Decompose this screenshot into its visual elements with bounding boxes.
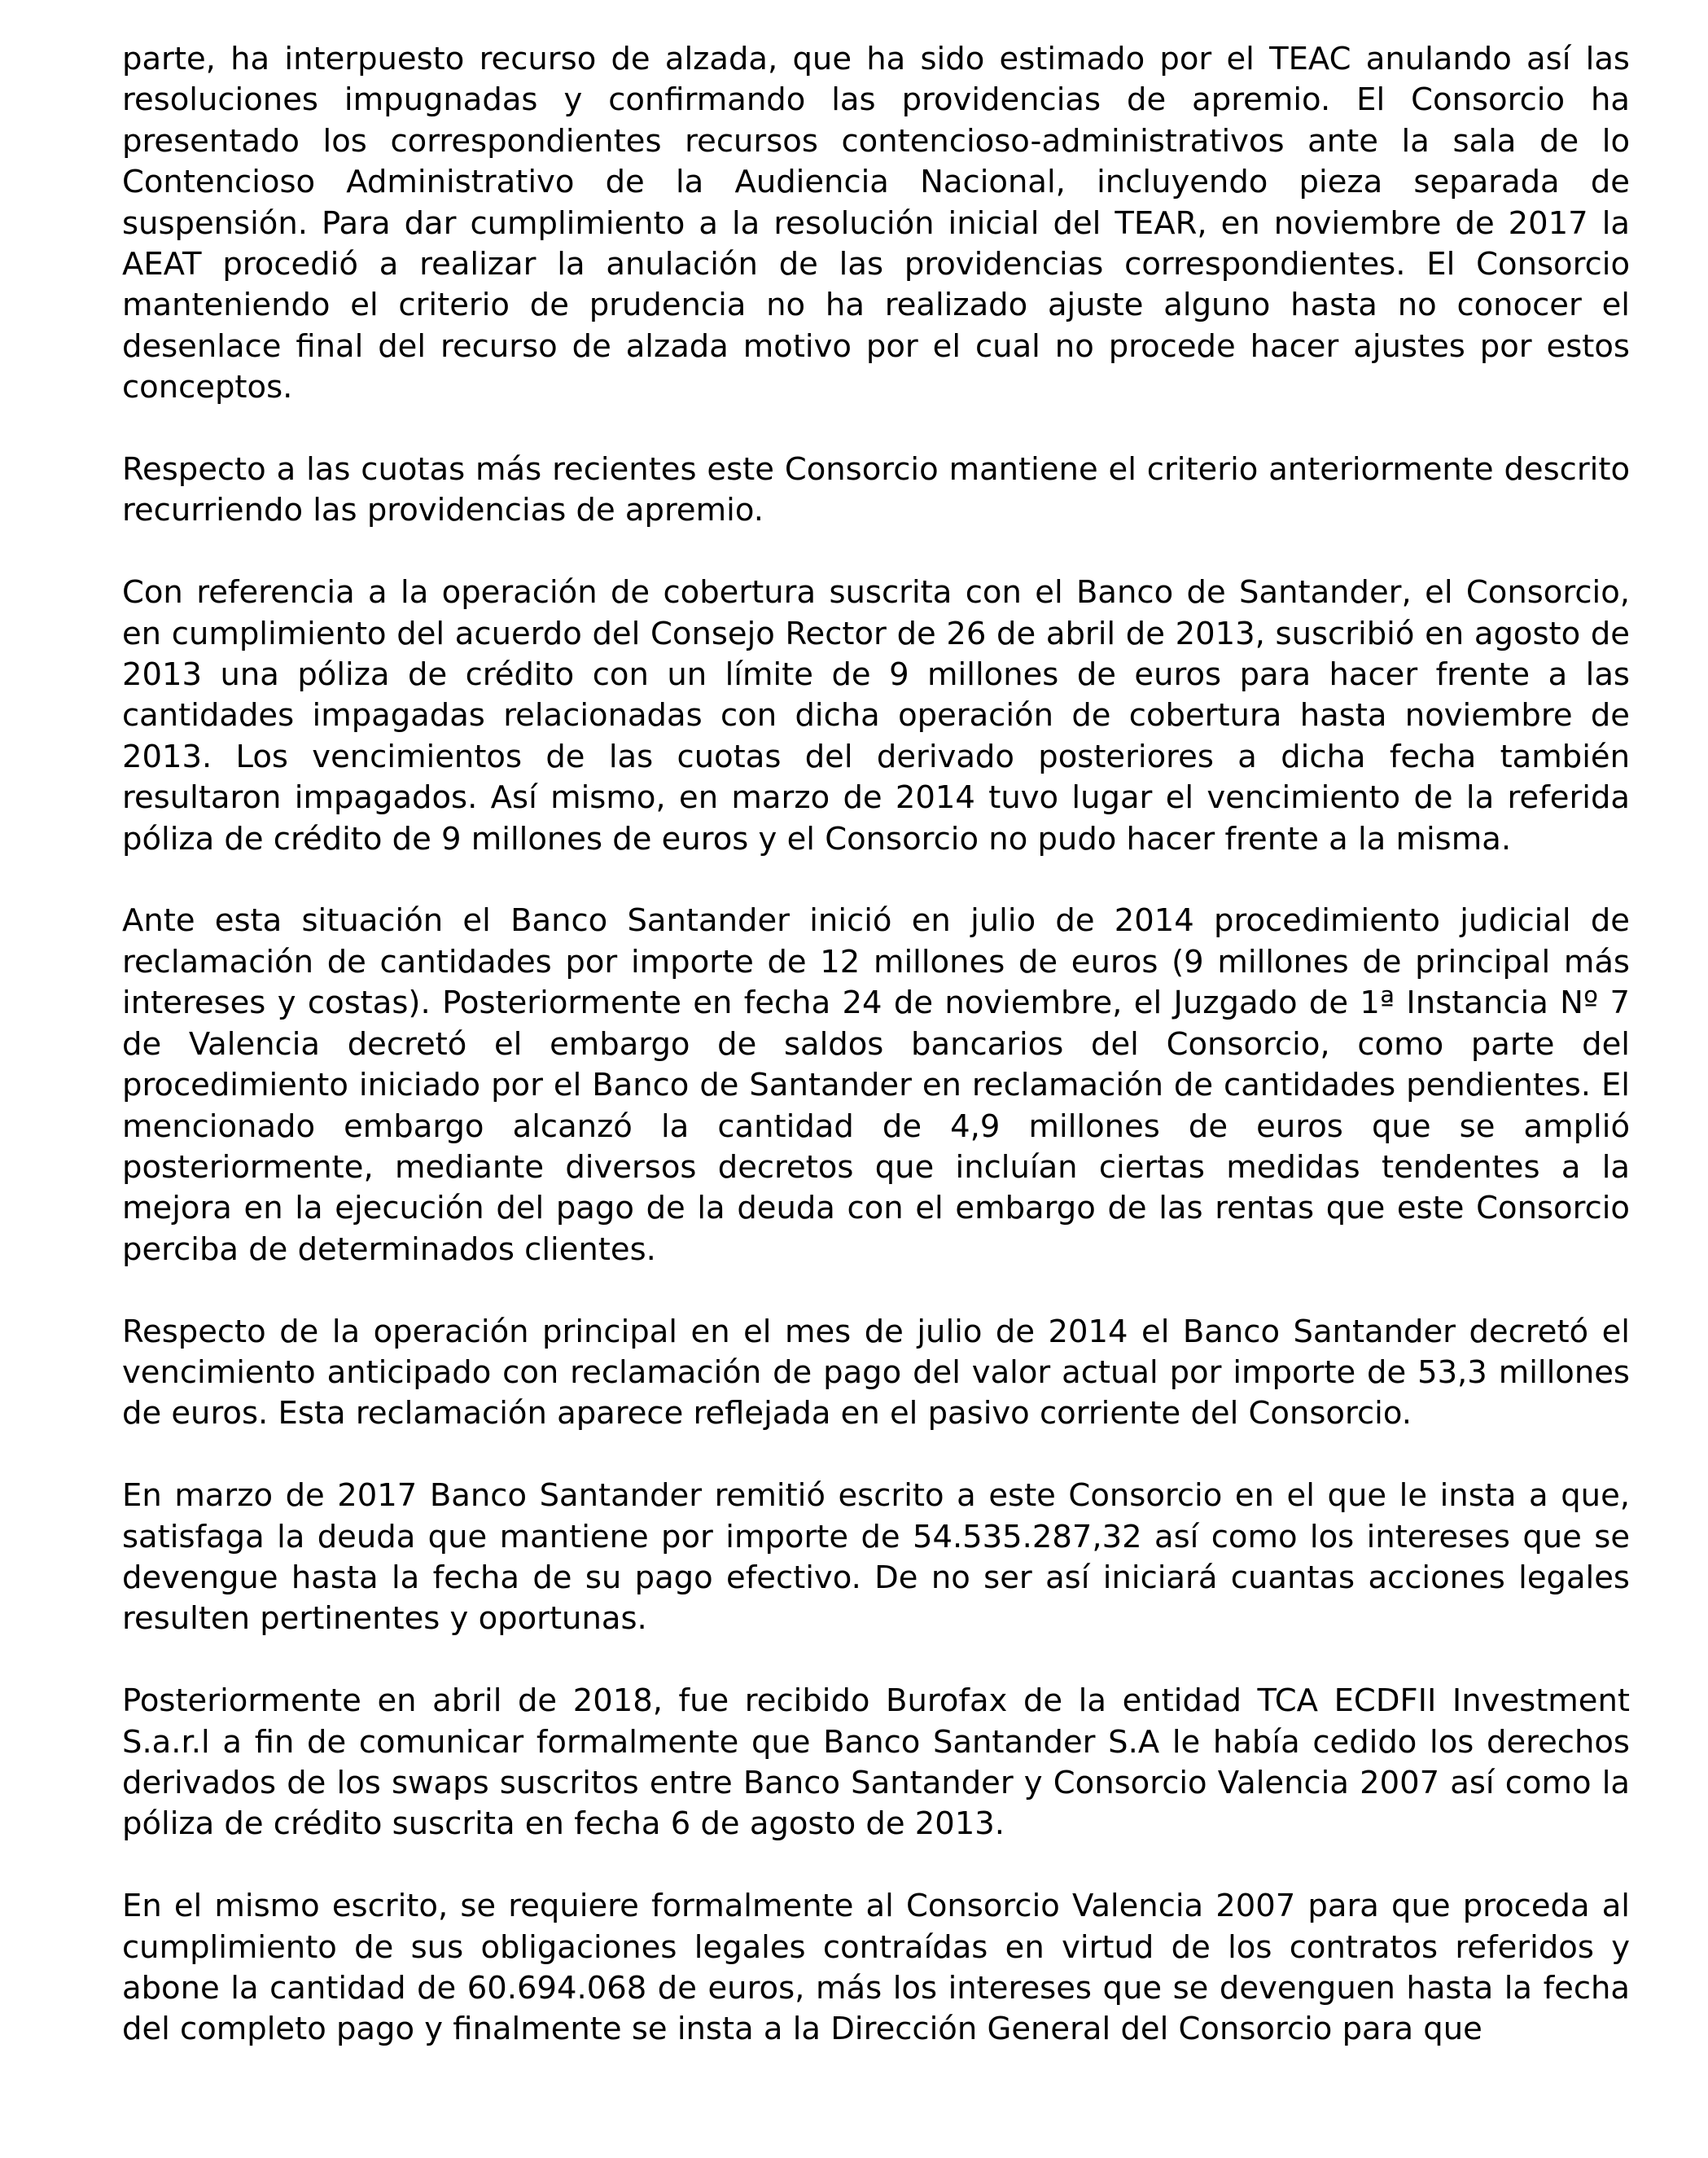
paragraph-hedging-operation: Con referencia a la operación de cobertura suscrita con el Banco de Santander, el Consorcio, en cumplimiento del acuerdo del Consejo Rector de 26 de abril de 2013, suscribió en agosto de 2013 una póliza de crédito con un límite de 9 millones de euros para hacer frente a las cantidades impagadas relacionadas con dicha operación de cobertura hasta noviembre de 2013. Los vencimientos de las cuotas del derivado posteriores a dicha fecha también resultaron impagados. Así mismo, en marzo de 2014 tuvo lugar el vencimiento de la referida póliza de crédito de 9 millones de euros y el Consorcio no pudo hacer frente a la misma. — [122, 574, 1630, 857]
paragraph-march-2017-letter: En marzo de 2017 Banco Santander remitió escrito a este Consorcio en el que le insta a que, satisfaga la deuda que mantiene por importe de 54.535.287,32 así como los intereses que se devengue hasta la fecha de su pago efectivo. De no ser así iniciará cuantas acciones legales resulten pertinentes y oportunas. — [122, 1477, 1630, 1638]
paragraph-burofax-2018: Posteriormente en abril de 2018, fue recibido Burofax de la entidad TCA ECDFII Investment S.a.r.l a fin de comunicar formalmente que Banco Santander S.A le había cedido los derechos derivados de los swaps suscritos entre Banco Santander y Consorcio Valencia 2007 así como la póliza de crédito suscrita en fecha 6 de agosto de 2013. — [122, 1682, 1630, 1843]
paragraph-recent-fees: Respecto a las cuotas más recientes este Consorcio mantiene el criterio anteriormente descrito recurriendo las providencias de apremio. — [122, 451, 1630, 529]
paragraph-payment-requirement: En el mismo escrito, se requiere formalmente al Consorcio Valencia 2007 para que proceda al cumplimiento de sus obligaciones legales contraídas en virtud de los contratos referidos y abone la cantidad de 60.694.068 de euros, más los intereses que se devenguen hasta la fecha del completo pago y finalmente se insta a la Dirección General del Consorcio para que — [122, 1888, 1630, 2048]
document-page — [122, 39, 1630, 2091]
paragraph-early-maturity: Respecto de la operación principal en el mes de julio de 2014 el Banco Santander decretó el vencimiento anticipado con reclamación de pago del valor actual por importe de 53,3 millones de euros. Esta reclamación aparece reflejada en el pasivo corriente del Consorcio. — [122, 1313, 1630, 1432]
paragraph-tear-appeal: parte, ha interpuesto recurso de alzada, que ha sido estimado por el TEAC anulando así las resoluciones impugnadas y confirmando las providencias de apremio. El Consorcio ha presentado los correspondientes recursos contencioso-administrativos ante la sala de lo Contencioso Administrativo de la Audiencia Nacional, incluyendo pieza separada de suspensión. Para dar cumplimiento a la resolución inicial del TEAR, en noviembre de 2017 la AEAT procedió a realizar la anulación de las providencias correspondientes. El Consorcio manteniendo el criterio de prudencia no ha realizado ajuste alguno hasta no conocer el desenlace final del recurso de alzada motivo por el cual no procede hacer ajustes por estos conceptos. — [122, 41, 1630, 406]
paragraph-judicial-claim: Ante esta situación el Banco Santander inició en julio de 2014 procedimiento judicial de reclamación de cantidades por importe de 12 millones de euros (9 millones de principal más intereses y costas). Posteriormente en fecha 24 de noviembre, el Juzgado de 1ª Instancia Nº 7 de Valencia decretó el embargo de saldos bancarios del Consorcio, como parte del procedimiento iniciado por el Banco de Santander en reclamación de cantidades pendientes. El mencionado embargo alcanzó la cantidad de 4,9 millones de euros que se amplió posteriormente, mediante diversos decretos que incluían ciertas medidas tendentes a la mejora en la ejecución del pago de la deuda con el embargo de las rentas que este Consorcio perciba de determinados clientes. — [122, 902, 1630, 1268]
